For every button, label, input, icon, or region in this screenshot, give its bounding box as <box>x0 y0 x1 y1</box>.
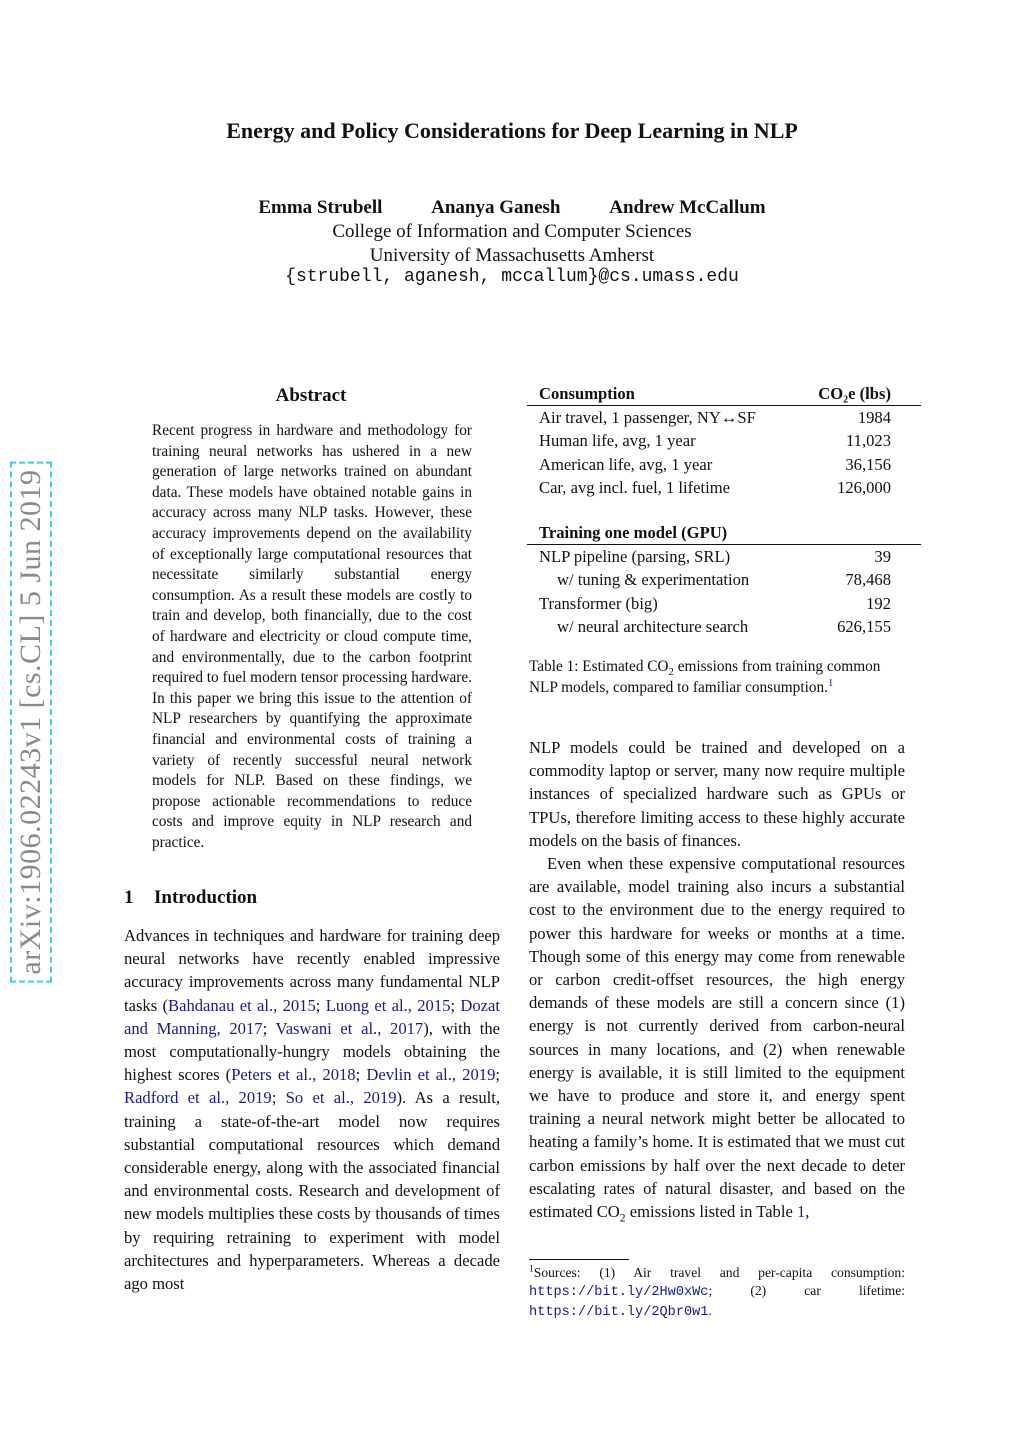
table-caption <box>529 656 905 698</box>
table-cell: 626,155 <box>837 616 891 636</box>
footnote-text: ; (2) car lifetime: <box>708 1283 905 1298</box>
table-header-cell: Consumption <box>527 382 789 406</box>
caption-text: Table 1: Estimated CO <box>529 658 669 675</box>
table-cell: Car, avg incl. fuel, 1 lifetime <box>539 477 731 497</box>
author-name: Ananya Ganesh <box>431 197 561 218</box>
footnote-divider <box>529 1259 629 1260</box>
citation-link[interactable]: Peters et al., 2018 <box>231 1065 356 1085</box>
citation-link[interactable]: Dozat and Manning, 2017 <box>124 995 500 1038</box>
affiliation-line: University of Massachusetts Amherst <box>369 245 655 266</box>
table-cell: 78,468 <box>845 570 891 590</box>
table-cell: 192 <box>866 593 891 613</box>
body-text: Even when these expensive computational resources are available, model training also incurs a substantial cost to the environment due to the energy required to power this hardware for weeks or months at a time. Though some of this energy may come from renewable or carbon credit-offset resources, the high energy demands of these models are still a concern since (1) energy is not currently derived from carbon-neural sources in many locations, and (2) when renewable energy is available, it is still limited to the equipment we have to produce and store it, and energy spent training a neural network might better be allocated to heating a family’s home. It is estimated that we must cut carbon emissions by half over the next decade to deter escalating rates of natural disaster, and based on the estimated CO <box>529 854 905 1222</box>
author-name: Emma Strubell <box>258 197 383 218</box>
body-text: ; <box>315 995 326 1015</box>
table-row <box>527 476 921 499</box>
table-header-cell: CO₂e (lbs) <box>789 382 921 406</box>
citation-link[interactable]: Luong et al., 2015 <box>325 995 451 1015</box>
footnote-marker-link[interactable]: 1 <box>827 676 834 689</box>
body-text: Advances in techniques and hardware for training deep neural networks have recently enabled impressive accuracy improvements across many fundamental NLP tasks ( <box>124 926 500 1015</box>
citation-link[interactable]: Vaswani et al., 2017 <box>275 1018 424 1038</box>
table-cell: 11,023 <box>845 431 891 451</box>
citation-link[interactable]: Bahdanau et al., 2015 <box>168 995 316 1015</box>
citation-link[interactable]: Devlin et al., 2019 <box>366 1065 496 1085</box>
table-row <box>527 406 921 430</box>
citation-link[interactable]: Radford et al., 2019 <box>124 1088 272 1108</box>
table-row <box>527 453 921 476</box>
table-row <box>527 615 921 638</box>
footnote-url-link[interactable]: https://bit.ly/2Hw0xWc <box>529 1285 709 1300</box>
subscript: 2 <box>619 1211 626 1225</box>
arxiv-stamp[interactable] <box>6 432 56 1012</box>
subscript: 2 <box>668 666 674 679</box>
paragraph: NLP models could be trained and developed on a commodity laptop or server, many now require multiple instances of specialized hardware such as GPUs or TPUs, therefore limiting access to these highly accurate models on the basis of finances. <box>529 738 905 850</box>
body-text: ; <box>262 1018 276 1038</box>
table-header-cell: Training one model (GPU) <box>527 521 789 545</box>
affiliation-line: College of Information and Computer Sciences <box>332 221 692 242</box>
body-text: ; <box>355 1065 367 1085</box>
caption-text: emissions from training common NLP models, compared to familiar consumption. <box>529 658 881 696</box>
footnote-marker: 1 <box>529 1264 534 1275</box>
table-cell: American life, avg, 1 year <box>539 454 713 474</box>
body-text: ). As a result, training a state-of-the-art model now requires substantial computational resources which demand considerable energy, along with the associated financial and environmental costs. Research and development of new models multiplies these costs by thousands of times by requiring retraining to experiment with model architectures and hyperparameters. Whereas a decade ago most <box>124 1088 500 1294</box>
body-text: ; <box>495 1065 500 1085</box>
body-text: , <box>805 1202 810 1222</box>
table-header-row <box>527 382 921 406</box>
table-row <box>527 568 921 591</box>
table-header-row <box>527 521 921 545</box>
table-cell: Air travel, 1 passenger, NY↔SF <box>539 408 756 428</box>
body-text: ; <box>271 1088 286 1108</box>
section-title: Introduction <box>154 887 258 908</box>
table-cell: Human life, avg, 1 year <box>539 431 696 451</box>
footnote <box>529 1264 905 1322</box>
table-spacer <box>527 499 921 521</box>
table-cell: NLP pipeline (parsing, SRL) <box>539 547 731 567</box>
citation-link[interactable]: So et al., 2019 <box>285 1088 397 1108</box>
arxiv-identifier[interactable]: arXiv:1906.02243v1 [cs.CL] 5 Jun 2019 <box>10 461 52 982</box>
author-emails: {strubell, aganesh, mccallum}@cs.umass.edu <box>285 267 739 287</box>
abstract-heading: Abstract <box>275 385 347 406</box>
paper-title: Energy and Policy Considerations for Deep Learning in NLP <box>226 118 798 143</box>
body-text: emissions listed in Table <box>625 1202 797 1222</box>
body-text: ; <box>450 995 461 1015</box>
table-reference-link[interactable]: 1 <box>796 1202 806 1222</box>
table-cell: w/ neural architecture search <box>557 616 749 636</box>
paragraph <box>529 852 905 1223</box>
table-cell: w/ tuning & experimentation <box>557 570 750 590</box>
table-cell: 36,156 <box>845 454 891 474</box>
table-cell: 126,000 <box>837 477 891 497</box>
author-list <box>0 197 1024 219</box>
author-name: Andrew McCallum <box>609 197 766 218</box>
body-text: ), with the most computationally-hungry models obtaining the highest scores ( <box>124 1018 501 1085</box>
footnote-url-link[interactable]: https://bit.ly/2Qbr0w1 <box>529 1305 709 1320</box>
footnote-text: Sources: (1) Air travel and per-capita consumption: <box>533 1265 905 1280</box>
table-cell: Transformer (big) <box>539 593 658 613</box>
footnote-text: . <box>708 1303 712 1318</box>
table-row <box>527 429 921 452</box>
table-row <box>527 592 921 615</box>
table-cell: 1984 <box>857 408 891 428</box>
section-number: 1 <box>124 887 134 908</box>
abstract-text: Recent progress in hardware and methodology for training neural networks has ushered in a new generation of large networks trained on abundant data. These models have obtained notable gains in accuracy across many NLP tasks. However, these accuracy improvements depend on the availability of exceptionally large computational resources that necessitate similarly substantial energy consumption. As a result these models are costly to train and develop, both financially, due to the cost of hardware and electricity or cloud compute time, and environmentally, due to the carbon footprint required to fuel modern tensor processing hardware. In this paper we bring this issue to the attention of NLP researchers by quantifying the approximate financial and environmental costs of training a variety of recently successful neural network models for NLP. Based on these findings, we propose actionable recommendations to reduce costs and improve equity in NLP research and practice. <box>152 422 472 851</box>
emissions-table <box>527 382 921 638</box>
table-row <box>527 545 921 569</box>
right-column-body <box>529 736 905 1223</box>
table-cell: 39 <box>874 547 891 567</box>
section-heading <box>124 887 257 909</box>
introduction-paragraph <box>124 924 500 1295</box>
